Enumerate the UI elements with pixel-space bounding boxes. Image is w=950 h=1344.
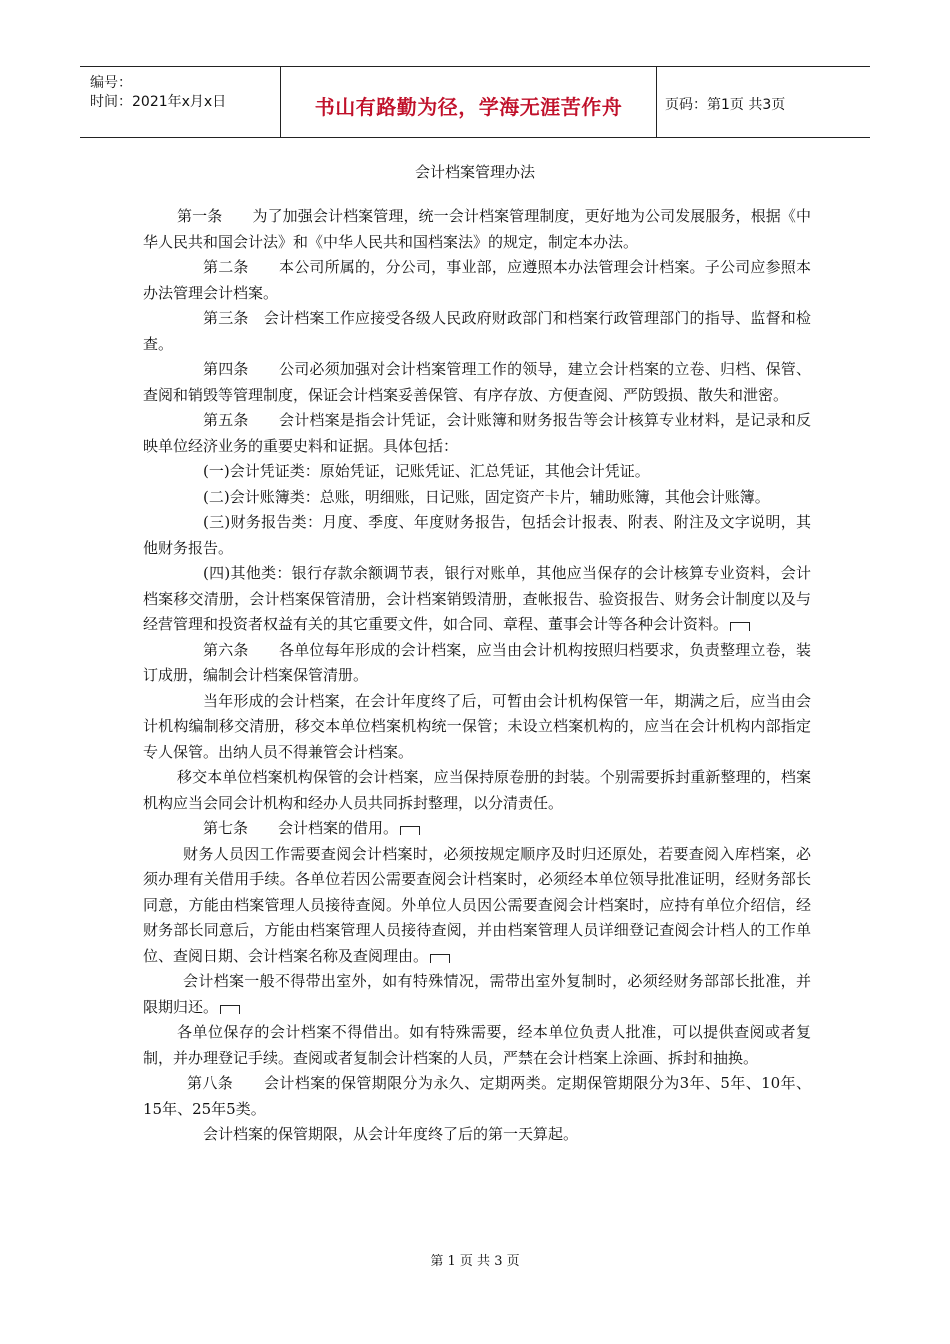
document-body	[143, 204, 811, 1148]
article-7-para-3-text: 会计档案一般不得带出室外，如有特殊情况，需带出室外复制时，必须经财务部部长批准，并限期归还。	[143, 972, 811, 1016]
item-reports: (三)财务报告类：月度、季度、年度财务报告，包括会计报表、附表、附注及文字说明，其他财务报告。	[143, 513, 811, 557]
paragraph-mark-icon	[400, 826, 420, 835]
article-8: 第八条 会计档案的保管期限分为永久、定期两类。定期保管期限分为3年、5年、10年、15年、25年5类。	[143, 1074, 811, 1118]
paragraph-mark-icon	[730, 622, 750, 631]
article-7-para-3	[143, 969, 811, 1020]
paragraph-mark-icon	[220, 1005, 240, 1014]
header-center-cell	[280, 67, 657, 137]
document-title: 会计档案管理办法	[414, 163, 535, 181]
article-6-para-3: 移交本单位档案机构保管的会计档案，应当保持原卷册的封装。个别需要拆封重新整理的，档案机构应当会同会计机构和经办人员共同拆封整理，以分清责任。	[143, 768, 811, 812]
article-7-para-4: 各单位保存的会计档案不得借出。如有特殊需要，经本单位负责人批准，可以提供查阅或者复制，并办理登记手续。查阅或者复制会计档案的人员，严禁在会计档案上涂画、拆封和抽换。	[143, 1023, 811, 1067]
article-5: 第五条 会计档案是指会计凭证，会计账簿和财务报告等会计核算专业材料，是记录和反映单位经济业务的重要史料和证据。具体包括：	[143, 411, 811, 455]
article-6: 第六条 各单位每年形成的会计档案，应当由会计机构按照归档要求，负责整理立卷，装订成册，编制会计档案保管清册。	[143, 640, 811, 684]
item-others-text: (四)其他类：银行存款余额调节表，银行对账单，其他应当保存的会计核算专业资料，会计档案移交清册，会计档案保管清册，会计档案销毁清册，查帐报告、验资报告、财务会计制度以及与经营管理和投资者权益有关的其它重要文件，如合同、章程、董事会计等各种会计资料。	[143, 564, 811, 633]
item-vouchers: (一)会计凭证类：原始凭证，记账凭证、汇总凭证，其他会计凭证。	[203, 462, 650, 480]
item-others	[143, 561, 811, 638]
article-7-para-2-text: 财务人员因工作需要查阅会计档案时，必须按规定顺序及时归还原处，若要查阅入库档案，必须办理有关借用手续。各单位若因公需要查阅会计档案时，必须经本单位领导批准证明，经财务部长同意，方能由档案管理人员接待查阅。外单位人员因公需要查阅会计档案时，应持有单位介绍信，经财务部长同意后，方能由档案管理人员接待查阅，并由档案管理人员详细登记查阅会计档人的工作单位、查阅日期、会计档案名称及查阅理由。	[143, 844, 811, 965]
article-2: 第二条 本公司所属的，分公司，事业部，应遵照本办法管理会计档案。子公司应参照本办法管理会计档案。	[143, 258, 811, 302]
header-motto: 书山有路勤为径，学海无涯苦作舟	[314, 95, 623, 119]
header-right-cell	[657, 67, 870, 137]
page-info: 页码：第1页 共3页	[665, 97, 786, 113]
article-6-para-2: 当年形成的会计档案，在会计年度终了后，可暂由会计机构保管一年，期满之后，应当由会计机构编制移交清册，移交本单位档案机构统一保管；未设立档案机构的，应当在会计机构内部指定专人保管。出纳人员不得兼管会计档案。	[143, 691, 811, 761]
article-7-para-2	[143, 842, 811, 970]
header-left-cell	[80, 67, 280, 137]
article-3: 第三条 会计档案工作应接受各级人民政府财政部门和档案行政管理部门的指导、监督和检查。	[143, 309, 811, 353]
time-label: 时间：2021年x月x日	[90, 94, 227, 110]
article-7-text: 第七条 会计档案的借用。	[203, 819, 399, 837]
paragraph-mark-icon	[430, 954, 450, 963]
page-footer: 第 1 页 共 3 页	[430, 1254, 520, 1269]
article-8-para-2: 会计档案的保管期限，从会计年度终了后的第一天算起。	[203, 1125, 579, 1143]
article-4: 第四条 公司必须加强对会计档案管理工作的领导，建立会计档案的立卷、归档、保管、查阅和销毁等管理制度，保证会计档案妥善保管、有序存放、方便查阅、严防毁损、散失和泄密。	[143, 360, 811, 404]
article-7	[143, 816, 811, 842]
page-header	[80, 66, 870, 138]
number-label: 编号：	[90, 75, 132, 91]
article-1: 第一条 为了加强会计档案管理，统一会计档案管理制度，更好地为公司发展服务，根据《中华人民共和国会计法》和《中华人民共和国档案法》的规定，制定本办法。	[143, 207, 811, 251]
item-ledgers: (二)会计账簿类：总账，明细账，日记账，固定资产卡片，辅助账簿，其他会计账簿。	[203, 487, 770, 506]
